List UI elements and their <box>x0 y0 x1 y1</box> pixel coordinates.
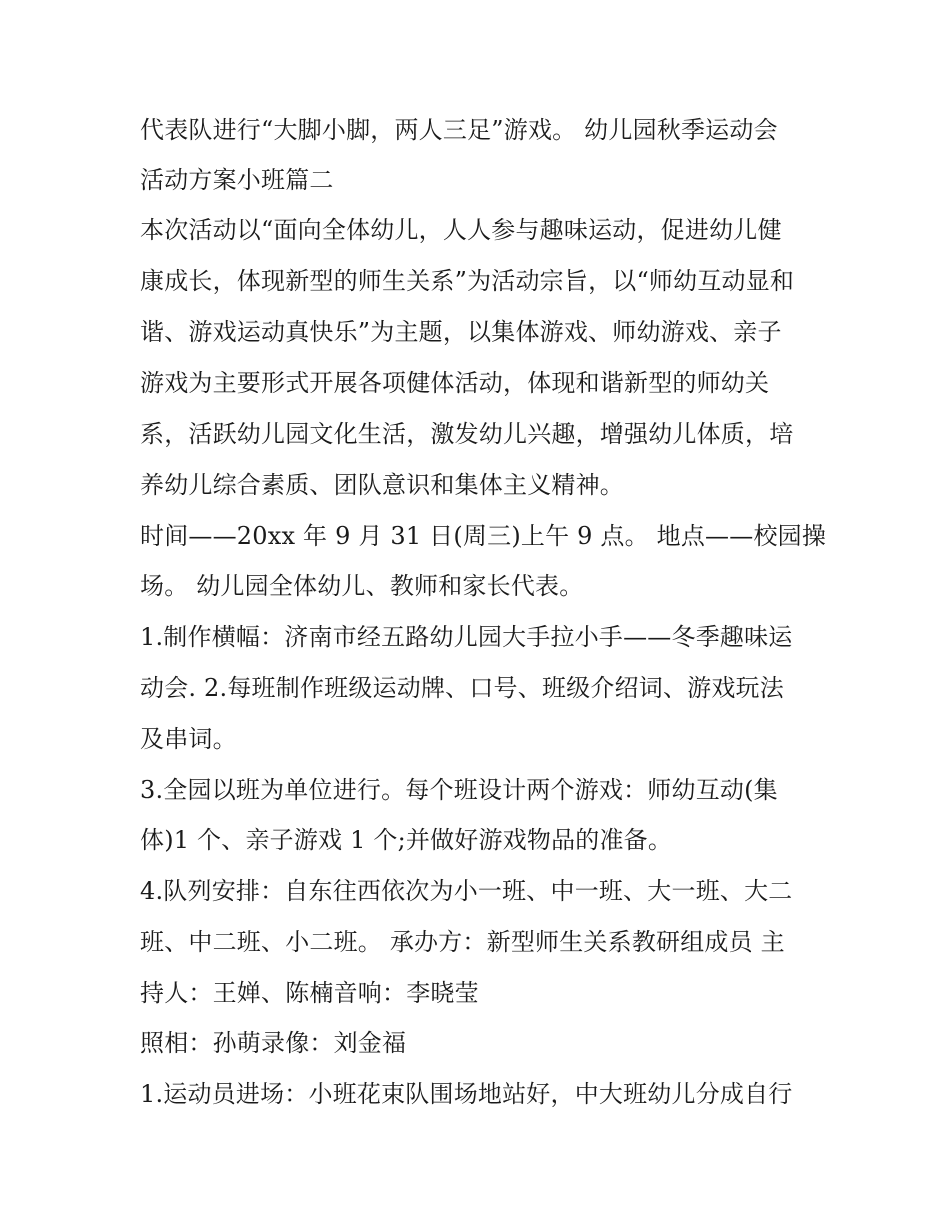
text-line-1: 代表队进行“大脚小脚，两人三足”游戏。 幼儿园秋季运动会 <box>140 116 778 144</box>
text-line-12: 动会. 2.每班制作班级运动牌、口号、班级介绍词、游戏玩法 <box>140 674 784 702</box>
text-line-17: 班、中二班、小二班。 承办方：新型师生关系教研组成员 主 <box>140 928 785 956</box>
text-line-18: 持人：王婵、陈楠音响：李晓莹 <box>140 979 479 1007</box>
text-line-6: 游戏为主要形式开展各项健体活动，体现和谐新型的师幼关 <box>140 369 770 397</box>
text-line-13: 及串词。 <box>140 725 237 753</box>
text-line-3: 本次活动以“面向全体幼儿，人人参与趣味运动，促进幼儿健 <box>140 216 782 244</box>
text-line-9: 时间——20xx 年 9 月 31 日(周三)上午 9 点。 地点——校园操 <box>140 522 827 550</box>
text-line-5: 谐、游戏运动真快乐”为主题，以集体游戏、师幼游戏、亲子 <box>140 318 782 346</box>
text-line-4: 康成长，体现新型的师生关系”为活动宗旨，以“师幼互动显和 <box>140 267 795 295</box>
text-line-19: 照相：孙萌录像：刘金福 <box>140 1029 407 1057</box>
text-line-11: 1.制作横幅：济南市经五路幼儿园大手拉小手——冬季趣味运 <box>140 623 793 651</box>
text-line-8: 养幼儿综合素质、团队意识和集体主义精神。 <box>140 471 624 499</box>
text-line-15: 体)1 个、亲子游戏 1 个;并做好游戏物品的准备。 <box>140 826 673 854</box>
text-line-2: 活动方案小班篇二 <box>140 166 334 194</box>
text-line-7: 系，活跃幼儿园文化生活，激发幼儿兴趣，增强幼儿体质，培 <box>140 420 794 448</box>
text-line-10: 场。 幼儿园全体幼儿、教师和家长代表。 <box>140 572 584 600</box>
text-line-20: 1.运动员进场：小班花束队围场地站好，中大班幼儿分成自行 <box>140 1080 793 1108</box>
text-line-16: 4.队列安排：自东往西依次为小一班、中一班、大一班、大二 <box>140 877 793 905</box>
text-line-14: 3.全园以班为单位进行。每个班设计两个游戏：师幼互动(集 <box>140 776 778 804</box>
